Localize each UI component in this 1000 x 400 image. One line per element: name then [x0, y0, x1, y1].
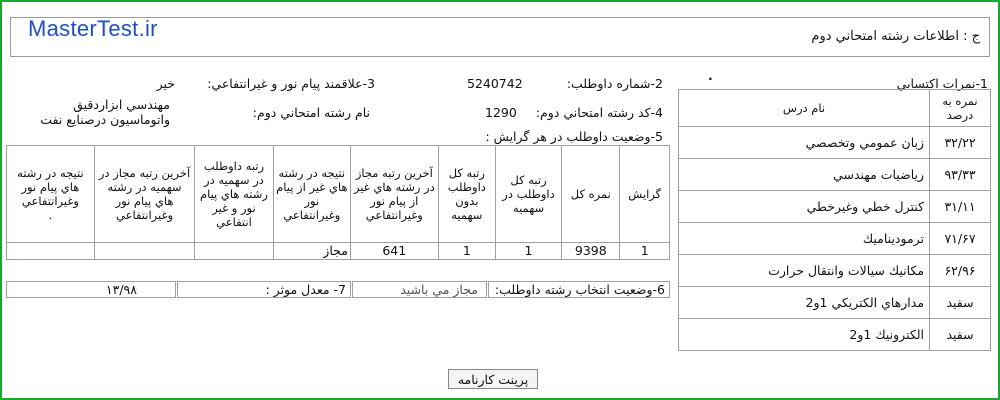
group-status-table — [6, 145, 670, 260]
course-score: سفيد — [930, 287, 991, 319]
grades-header-score: نمره به درصد — [930, 90, 991, 127]
gpa-value: ۱۳/۹۸ — [105, 282, 137, 297]
course-name: كنترل خطي وغيرخطي — [679, 191, 930, 223]
candidate-number-label: 2-شماره داوطلب: — [566, 76, 663, 91]
status-header-rank-no-quota: رتبه كل داوطلب بدون سهميه — [438, 146, 495, 243]
status-header-last-rank-pnu: آخرين رتبه مجاز در سهميه در رشته هاي پيام نور وغيرانتفاعي — [94, 146, 194, 243]
table-row — [679, 159, 991, 191]
brand-logo-text: MasterTest.ir — [28, 16, 158, 41]
status-cell-last-rank-pnu — [94, 243, 194, 260]
status-cell-group: 1 — [620, 243, 670, 260]
grades-table — [678, 89, 991, 351]
gpa-label: 7- معدل موثر : — [265, 282, 346, 297]
status-cell-rank-no-quota: 1 — [438, 243, 495, 260]
table-row — [7, 243, 670, 260]
table-row — [679, 127, 991, 159]
section-title: ج : اطلاعات رشته امتحاني دوم — [811, 29, 980, 44]
course-name: مكانيك سيالات وانتقال حرارت — [679, 255, 930, 287]
status-header-dot: . — [48, 208, 53, 222]
gpa-value-box — [6, 281, 176, 298]
status-cell-result-regular: مجاز — [273, 243, 350, 260]
table-row — [679, 191, 991, 223]
course-name: مدارهاي الكتريكي 1و2 — [679, 287, 930, 319]
table-row — [679, 255, 991, 287]
print-report-button[interactable]: پرينت كارنامه — [448, 369, 538, 389]
course-score: سفيد — [930, 319, 991, 351]
status-header-result-pnu — [7, 146, 95, 243]
group-status-label: 5-وضعيت داوطلب در هر گرايش : — [485, 129, 663, 144]
grades-dot: . — [708, 68, 713, 83]
selection-value-box — [352, 281, 487, 298]
course-score: ۳۲/۲۲ — [930, 127, 991, 159]
course-score: ۶۲/۹۶ — [930, 255, 991, 287]
course-name: رياضيات مهندسي — [679, 159, 930, 191]
status-cell-total-score: 9398 — [562, 243, 620, 260]
interest-label: 3-علاقمند پيام نور و غيرانتفاعي: — [207, 76, 375, 91]
status-header-total-score: نمره كل — [562, 146, 620, 243]
status-header-group: گرايش — [620, 146, 670, 243]
field-name-line1: مهندسي ابزاردقيق — [73, 97, 170, 112]
status-header-last-rank-regular: آخرين رتبه مجاز در رشته هاي غير از پيام نور وغيرانتفاعي — [350, 146, 438, 243]
selection-value: مجاز مي باشيد — [400, 282, 478, 297]
field-name-label: نام رشته امتحاني دوم: — [252, 105, 370, 120]
interest-value: خير — [156, 76, 175, 91]
table-row — [679, 223, 991, 255]
grades-header-course: نام درس — [679, 90, 930, 127]
selection-label: 6-وضعيت انتخاب رشته داوطلب: — [494, 282, 665, 297]
status-cell-last-rank-regular: 641 — [350, 243, 438, 260]
table-row — [679, 319, 991, 351]
course-score: ۷۱/۶۷ — [930, 223, 991, 255]
status-header-result-pnu-text: نتيجه در رشته هاي پيام نور وغيرانتفاعي — [17, 166, 84, 208]
status-header-rank-pnu: رتبه داوطلب در سهميه در رشته هاي پيام نور و غير انتفاعي — [195, 146, 274, 243]
field-code-label: 4-كد رشته امتحاني دوم: — [535, 105, 663, 120]
grades-title: 1-نمرات اكتسابي — [896, 76, 988, 91]
course-score: ۹۳/۳۳ — [930, 159, 991, 191]
status-cell-rank-quota: 1 — [495, 243, 561, 260]
field-code-value: 1290 — [485, 105, 517, 120]
candidate-number-value: 5240742 — [467, 76, 523, 91]
status-cell-rank-pnu — [195, 243, 274, 260]
gpa-label-box — [177, 281, 351, 298]
status-cell-result-pnu — [7, 243, 95, 260]
course-name: زبان عمومي وتخصصي — [679, 127, 930, 159]
field-name-line2: واتوماسيون درصنايع نفت — [40, 112, 170, 127]
course-name: ترموديناميك — [679, 223, 930, 255]
selection-label-box — [488, 281, 670, 298]
course-name: الكترونيك 1و2 — [679, 319, 930, 351]
table-row — [679, 287, 991, 319]
status-header-rank-quota: رتبه كل داوطلب در سهميه — [495, 146, 561, 243]
course-score: ۳۱/۱۱ — [930, 191, 991, 223]
status-header-result-regular: نتيجه در رشته هاي غير از پيام نور وغيرانتفاعي — [273, 146, 350, 243]
